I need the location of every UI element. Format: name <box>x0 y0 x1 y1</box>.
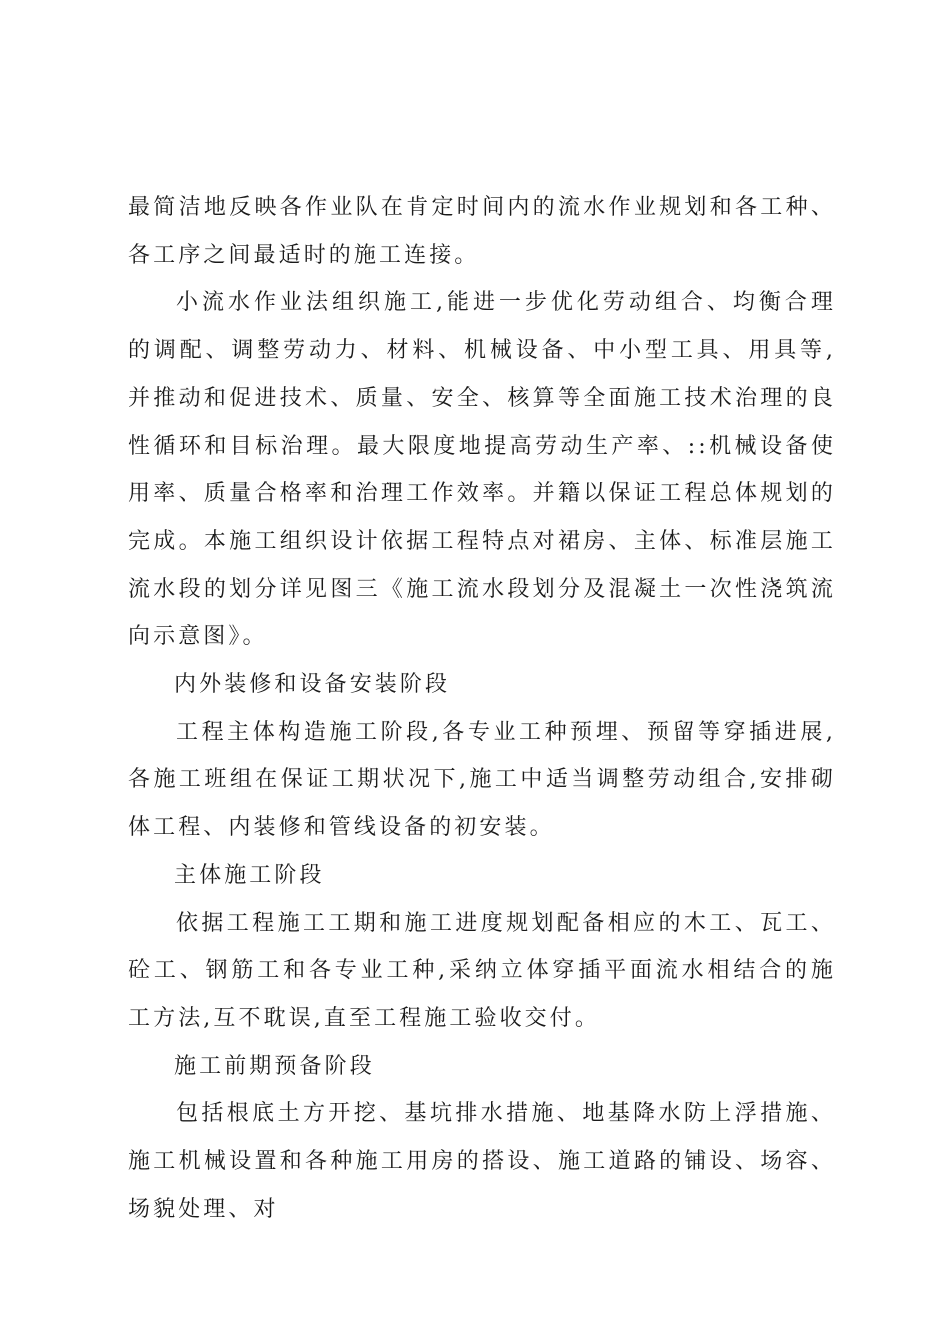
document-page <box>128 184 836 1233</box>
paragraph-3: 工程主体构造施工阶段,各专业工种预埋、预留等穿插进展,各施工班组在保证工期状况下,施工中适当调整劳动组合,安排砌体工程、内装修和管线设备的初安装。 <box>128 719 836 841</box>
paragraph-4: 依据工程施工工期和施工进度规划配备相应的木工、瓦工、砼工、钢筋工和各专业工种,采纳立体穿插平面流水相结合的施工方法,互不耽误,直至工程施工验收交付。 <box>128 910 836 1031</box>
paragraph-2: 小流水作业法组织施工,能进一步优化劳动组合、均衡合理的调配、调整劳动力、材料、机械设备、中小型工具、用具等,并推动和促进技术、质量、安全、核算等全面施工技术治理的良性循环和目标治理。最大限度地提高劳动生产率、::机械设备使用率、质量合格率和治理工作效率。并籍以保证工程总体规划的完成。本施工组织设计依据工程特点对裙房、主体、标准层施工流水段的划分详见图三《施工流水段划分及混凝土一次性浇筑流向示意图》。 <box>128 290 836 650</box>
paragraph-5: 包括根底土方开挖、基坑排水措施、地基降水防上浮措施、施工机械设置和各种施工用房的搭设、施工道路的铺设、场容、场貌处理、对 <box>128 1101 836 1222</box>
section-heading-preparation: 施工前期预备阶段 <box>174 1053 375 1079</box>
section-heading-main-construction: 主体施工阶段 <box>174 862 325 888</box>
section-heading-decoration-installation: 内外装修和设备安装阶段 <box>174 672 451 698</box>
paragraph-1: 最简洁地反映各作业队在肯定时间内的流水作业规划和各工种、各工序之间最适时的施工连接。 <box>128 195 836 268</box>
